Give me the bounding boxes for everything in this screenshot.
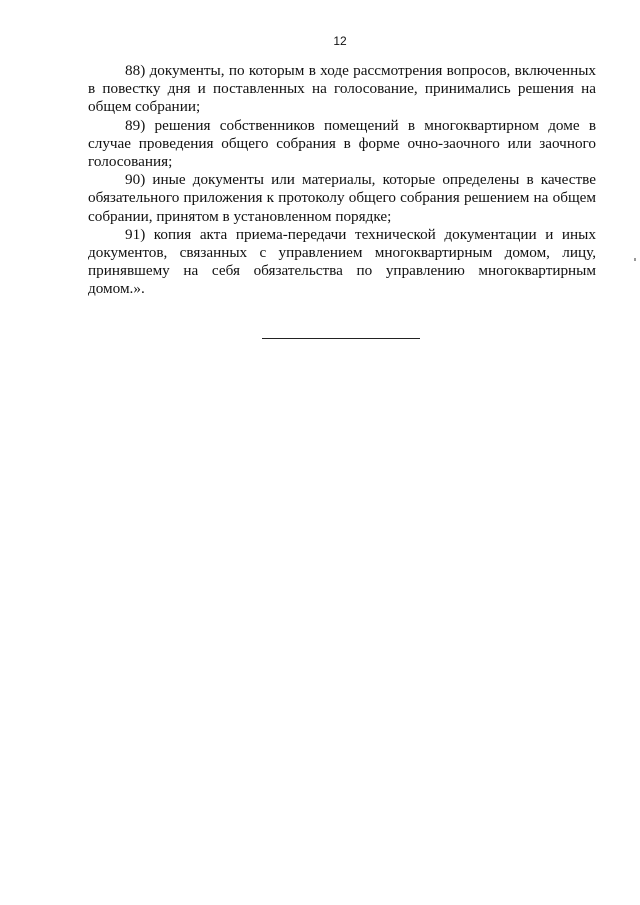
list-item-91: 91) копия акта приема-передачи технической документации и иных документов, связанных с управлением многоквартирным домом, лицу, принявшему на себя обязательства по управлению многоквартирным домом.».	[88, 225, 596, 298]
list-item-89: 89) решения собственников помещений в многоквартирном доме в случае проведения общего собрания в форме очно-заочного или заочного голосования;	[88, 116, 596, 171]
scan-edge-mark	[634, 258, 636, 261]
page-number: 12	[333, 34, 347, 48]
document-body	[88, 62, 596, 299]
list-item-88: 88) документы, по которым в ходе рассмотрения вопросов, включенных в повестку дня и поставленных на голосование, принимались решения на общем собрании;	[88, 62, 596, 116]
list-item-90: 90) иные документы или материалы, которые определены в качестве обязательного приложения к протоколу общего собрания решением на общем собрании, принятом в установленном порядке;	[88, 171, 596, 225]
end-separator-line	[262, 338, 420, 339]
